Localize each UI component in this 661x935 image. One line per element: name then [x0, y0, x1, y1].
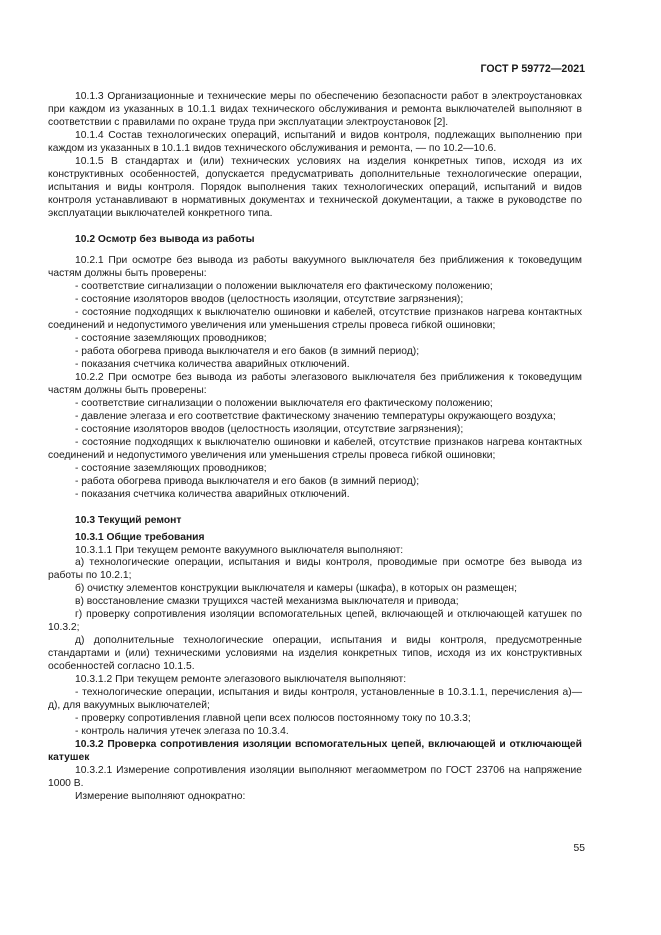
list-item: - состояние подходящих к выключателю ошиновки и кабелей, отсутствие признаков нагрева контактных соединений и недопустимого увеличения или уменьшения стрелы провеса гибкой ошиновки;: [48, 436, 582, 461]
list-item: - состояние изоляторов вводов (целостность изоляции, отсутствие загрязнения);: [75, 294, 464, 306]
list-item: - давление элегаза и его соответствие фактическому значению температуры окружающего воздуха;: [75, 410, 556, 422]
subsection-heading-10-3-1: 10.3.1 Общие требования: [75, 531, 205, 543]
paragraph-10-1-4: 10.1.4 Состав технологических операций, испытаний и видов контроля, подлежащих выполнению при каждом из указанных в 10.1.1 видов технического обслуживания и ремонта, — по 10.2—10.6.: [48, 129, 582, 154]
paragraph-10-1-3: 10.1.3 Организационные и технические меры по обеспечению безопасности работ в электроустановках при каждом из указанных в 10.1.1 видах технического обслуживания и ремонта выключателей выполняют в соответствии с правилами по охране труда при эксплуатации электроустановок [2].: [48, 91, 582, 128]
list-item: - показания счетчика количества аварийных отключений.: [75, 488, 350, 500]
list-item: - состояние заземляющих проводников;: [75, 333, 267, 345]
paragraph-10-2-1: 10.2.1 При осмотре без вывода из работы вакуумного выключателя без приближения к токоведущим частям должны быть проверены:: [48, 255, 582, 280]
list-item: б) очистку элементов конструкции выключателя и камеры (шкафа), в которых он размещен;: [75, 583, 517, 595]
list-item: г) проверку сопротивления изоляции вспомогательных цепей, включающей и отключающей катушек по 10.3.2;: [48, 609, 582, 634]
paragraph-10-3-2-1: 10.3.2.1 Измерение сопротивления изоляции выполняют мегаомметром по ГОСТ 23706 на напряжение 1000 В.: [48, 764, 582, 789]
list-item: в) восстановление смазки трущихся частей механизма выключателя и привода;: [75, 596, 459, 608]
list-item: - проверку сопротивления главной цепи всех полюсов постоянному току по 10.3.3;: [75, 712, 471, 724]
list-item: - показания счетчика количества аварийных отключений.: [75, 359, 350, 371]
section-heading-10-2: 10.2 Осмотр без вывода из работы: [75, 233, 255, 245]
document-body: [48, 91, 582, 804]
paragraph-10-3-1-1: 10.3.1.1 При текущем ремонте вакуумного выключателя выполняют:: [75, 544, 404, 556]
list-item: - состояние изоляторов вводов (целостность изоляции, отсутствие загрязнения);: [75, 423, 464, 435]
section-heading-10-3: 10.3 Текущий ремонт: [75, 514, 182, 526]
page-number: 55: [573, 843, 585, 854]
paragraph-measurement: Измерение выполняют однократно:: [75, 790, 246, 802]
paragraph-10-3-1-2: 10.3.1.2 При текущем ремонте элегазового выключателя выполняют:: [75, 674, 407, 686]
list-item: а) технологические операции, испытания и виды контроля, проводимые при осмотре без вывода из работы по 10.2.1;: [48, 557, 582, 582]
list-item: - соответствие сигнализации о положении выключателя его фактическому положению;: [75, 397, 493, 409]
list-item: - работа обогрева привода выключателя и его баков (в зимний период);: [75, 346, 420, 358]
list-item: - работа обогрева привода выключателя и его баков (в зимний период);: [75, 475, 420, 487]
paragraph-10-1-5: 10.1.5 В стандартах и (или) технических условиях на изделия конкретных типов, исходя из их конструктивных особенностей, допускается предусматривать дополнительные технологические операции, испытания и виды контроля. Порядок выполнения таких технологических операций, испытаний и видов контроля устанавливают в нормативных документах и технической документации, а также в руководстве по эксплуатации выключателей конкретного типа.: [48, 155, 582, 219]
list-item: - контроль наличия утечек элегаза по 10.3.4.: [75, 725, 289, 737]
list-item: - соответствие сигнализации о положении выключателя его фактическому положению;: [75, 281, 493, 293]
subsection-heading-10-3-2: 10.3.2 Проверка сопротивления изоляции вспомогательных цепей, включающей и отключающей катушек: [48, 738, 582, 763]
list-item: - состояние заземляющих проводников;: [75, 462, 267, 474]
list-item: - состояние подходящих к выключателю ошиновки и кабелей, отсутствие признаков нагрева контактных соединений и недопустимого увеличения или уменьшения стрелы провеса гибкой ошиновки;: [48, 307, 582, 332]
list-item: д) дополнительные технологические операции, испытания и виды контроля, предусмотренные стандартами и (или) техническими условиями на изделия конкретных типов, исходя из их конструктивных особенностей согласно 10.1.5.: [48, 635, 582, 673]
list-item: - технологические операции, испытания и виды контроля, установленные в 10.3.1.1, перечисления а)—д), для вакуумных выключателей;: [48, 686, 582, 711]
standard-designation: ГОСТ Р 59772—2021: [480, 63, 585, 75]
paragraph-10-2-2: 10.2.2 При осмотре без вывода из работы элегазового выключателя без приближения к токоведущим частям должны быть проверены:: [48, 372, 582, 397]
